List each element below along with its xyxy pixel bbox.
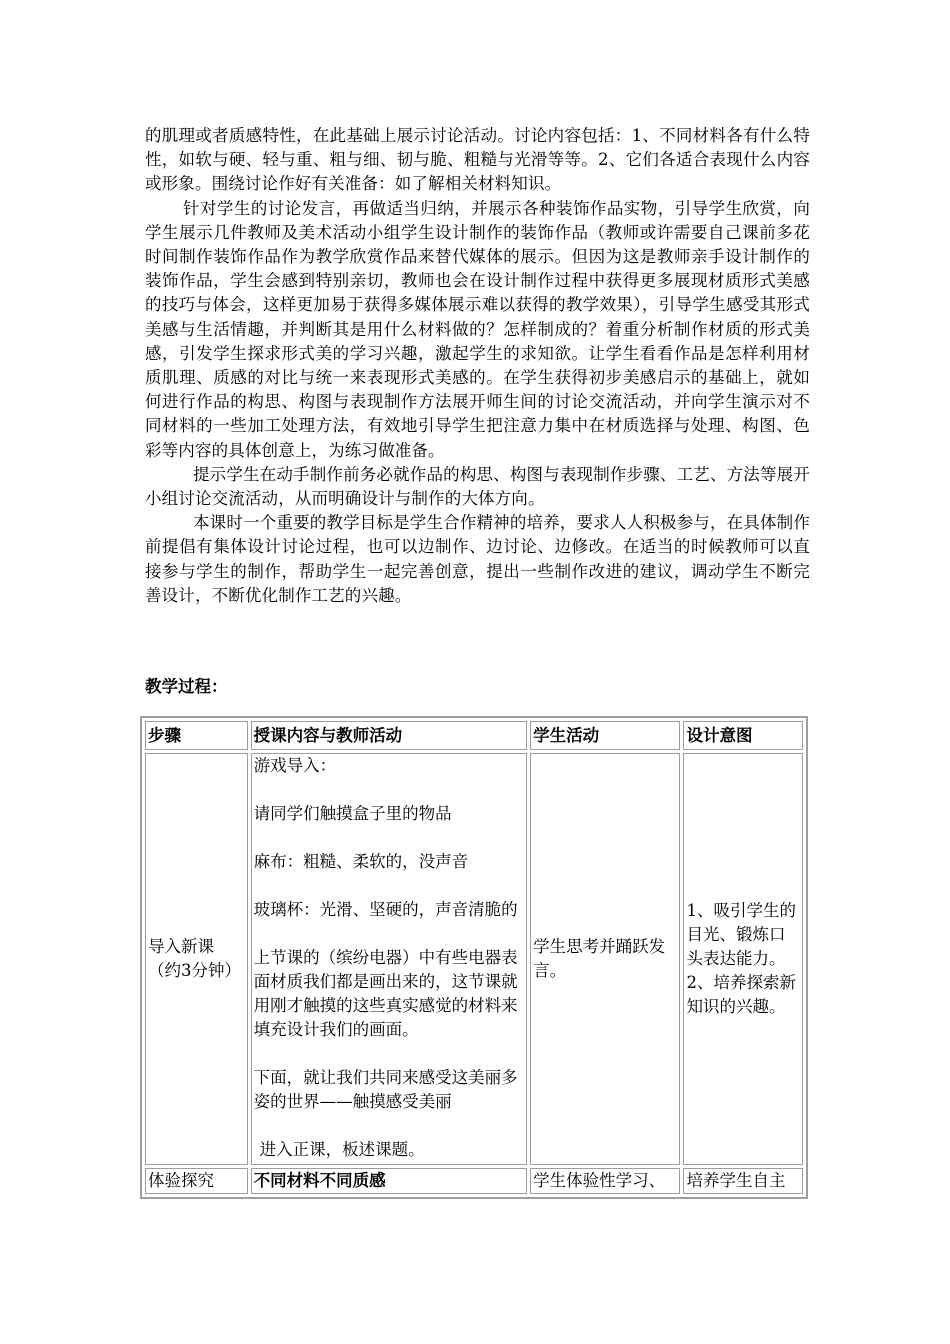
lesson-table xyxy=(140,716,808,1199)
paragraph-4: 本课时一个重要的教学目标是学生合作精神的培养，要求人人积极参与，在具体制作前提倡有集体设计讨论过程，也可以边制作、边讨论、边修改。在适当的时候教师可以直接参与学生的制作，帮助学生一起完善创意，提出一些制作改进的建议，调动学生不断完善设计，不断优化制作工艺的兴趣。 xyxy=(145,513,810,605)
content-line: 下面，就让我们共同来感受这美丽多姿的世界——触摸感受美丽 xyxy=(253,1068,518,1111)
paragraph-3: 提示学生在动手制作前务必就作品的构思、构图与表现制作步骤、工艺、方法等展开小组讨论交流活动，从而明确设计与制作的大体方向。 xyxy=(145,464,810,509)
paragraph-1: 的肌理或者质感特性，在此基础上展示讨论活动。讨论内容包括：1、不同材料各有什么特性，如软与硬、轻与重、粗与细、韧与脆、粗糙与光滑等等。2、它们各适合表现什么内容或形象。围绕讨论作好有关准备：如了解相关材料知识。 xyxy=(145,126,810,194)
section-heading: 教学过程： xyxy=(145,677,228,696)
student-activity-cell: 学生思考并踊跃发言。 xyxy=(530,753,680,1165)
content-line: 玻璃杯：光滑、坚硬的，声音清脆的 xyxy=(253,900,518,919)
content-cell: 不同材料不同质感 xyxy=(251,1168,528,1194)
content-line: 进入正课，板述课题。 xyxy=(259,1140,425,1159)
student-activity-cell: 学生体验性学习、 xyxy=(530,1168,680,1194)
header-intent: 设计意图 xyxy=(683,721,803,750)
content-line: 请同学们触摸盒子里的物品 xyxy=(253,804,452,823)
header-step: 步骤 xyxy=(145,721,248,750)
content-line: 游戏导入： xyxy=(253,756,337,775)
body-text xyxy=(145,124,810,608)
table-header-row xyxy=(145,721,803,750)
design-intent-cell: 1、吸引学生的目光、锻炼口头表达能力。2、培养探索新知识的兴趣。 xyxy=(683,753,803,1165)
step-cell: 导入新课（约3分钟） xyxy=(145,753,248,1165)
paragraph-2: 针对学生的讨论发言，再做适当归纳，并展示各种装饰作品实物，引导学生欣赏，向学生展示几件教师及美术活动小组学生设计制作的装饰作品（教师或许需要自己课前多花时间制作装饰作品作为教学欣赏作品来替代媒体的展示。但因为这是教师亲手设计制作的装饰作品，学生会感到特别亲切，教师也会在设计制作过程中获得更多展现材质形式美感的技巧与体会，这样更加易于获得多媒体展示难以获得的教学效果），引导学生感受其形式美感与生活情趣，并判断其是用什么材料做的？怎样制成的？着重分析制作材质的形式美感，引发学生探求形式美的学习兴趣，激起学生的求知欲。让学生看看作品是怎样利用材质肌理、质感的对比与统一来表现形式美感的。在学生获得初步美感启示的基础上，就如何进行作品的构思、构图与表现制作方法展开师生间的讨论交流活动，并向学生演示对不同材料的一些加工处理方法，有效地引导学生把注意力集中在材质选择与处理、构图、色彩等内容的具体创意上，为练习做准备。 xyxy=(145,198,810,460)
content-line: 麻布：粗糙、柔软的，没声音 xyxy=(253,852,469,871)
header-content: 授课内容与教师活动 xyxy=(251,721,528,750)
table-row xyxy=(145,1168,803,1194)
table-row xyxy=(145,753,803,1165)
design-intent-cell: 培养学生自主 xyxy=(683,1168,803,1194)
step-cell: 体验探究 xyxy=(145,1168,248,1194)
content-cell xyxy=(251,753,528,1165)
content-line: 上节课的（缤纷电器）中有些电器表面材质我们都是画出来的，这节课就用刚才触摸的这些真实感觉的材料来填充设计我们的画面。 xyxy=(253,948,518,1039)
header-student: 学生活动 xyxy=(530,721,680,750)
